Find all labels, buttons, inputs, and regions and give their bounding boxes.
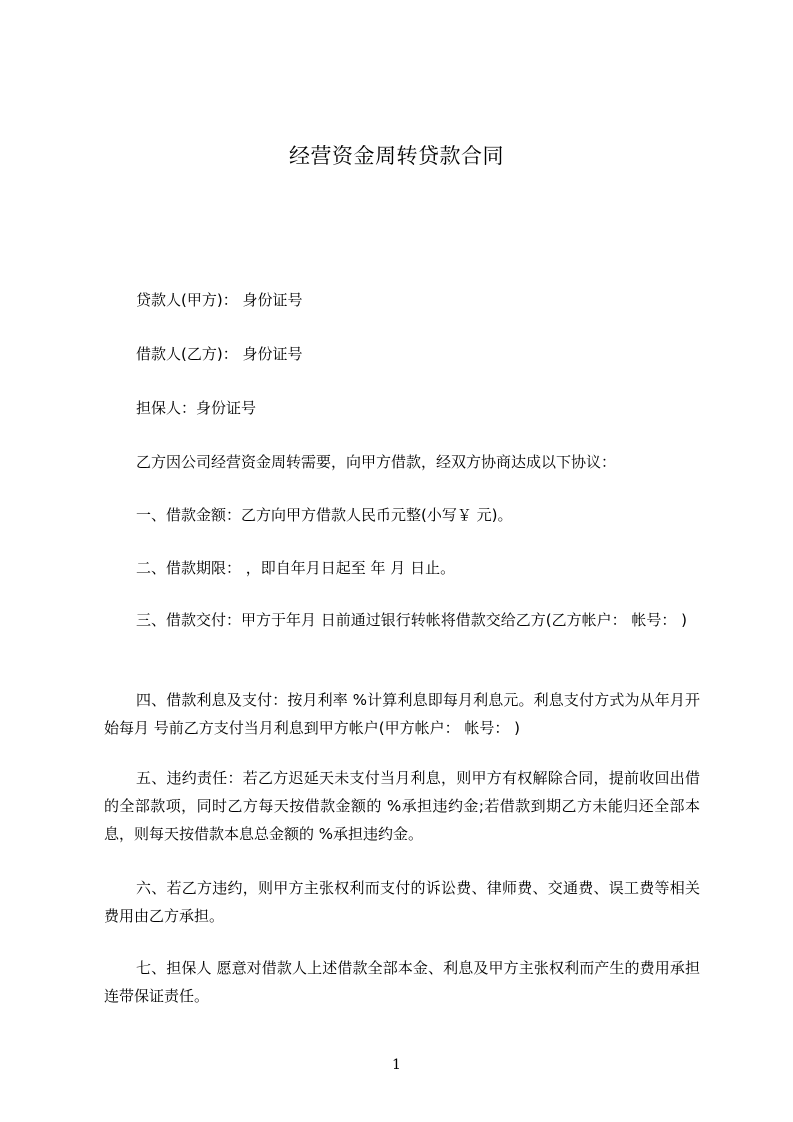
clause-loan-amount: 一、借款金额：乙方向甲方借款人民币元整(小写￥ 元)。 xyxy=(136,506,513,524)
preamble-paragraph: 乙方因公司经营资金周转需要，向甲方借款，经双方协商达成以下协议： xyxy=(136,453,617,471)
clause-interest-payment: 四、借款利息及支付：按月利率 %计算利息即每月利息元。利息支付方式为从年月开始每月 号前乙方支付当月利息到甲方帐户(甲方帐户： 帐号： ) xyxy=(104,691,700,737)
clause-breach-liability: 五、违约责任：若乙方迟延天未支付当月利息，则甲方有权解除合同，提前收回出借的全部款项，同时乙方每天按借款金额的 %承担违约金;若借款到期乙方未能归还全部本息，则每天按借款本息总金额的 %承担违约金。 xyxy=(104,769,700,843)
clause-loan-delivery: 三、借款交付：甲方于年月 日前通过银行转帐将借款交给乙方(乙方帐户： 帐号： ) xyxy=(136,611,688,629)
lender-line: 贷款人(甲方)： 身份证号 xyxy=(136,291,303,309)
guarantor-line: 担保人：身份证号 xyxy=(136,399,257,417)
document-title: 经营资金周转贷款合同 xyxy=(289,144,504,168)
clause-loan-term: 二、借款期限： ，即自年月日起至 年 月 日止。 xyxy=(136,559,456,577)
clause-guarantee: 七、担保人 愿意对借款人上述借款全部本金、利息及甲方主张权利而产生的费用承担连带保证责任。 xyxy=(104,959,700,1005)
page-number: 1 xyxy=(392,1057,401,1073)
borrower-line: 借款人(乙方)： 身份证号 xyxy=(136,345,303,363)
clause-breach-costs: 六、若乙方违约，则甲方主张权利而支付的诉讼费、律师费、交通费、误工费等相关费用由乙方承担。 xyxy=(104,879,700,925)
